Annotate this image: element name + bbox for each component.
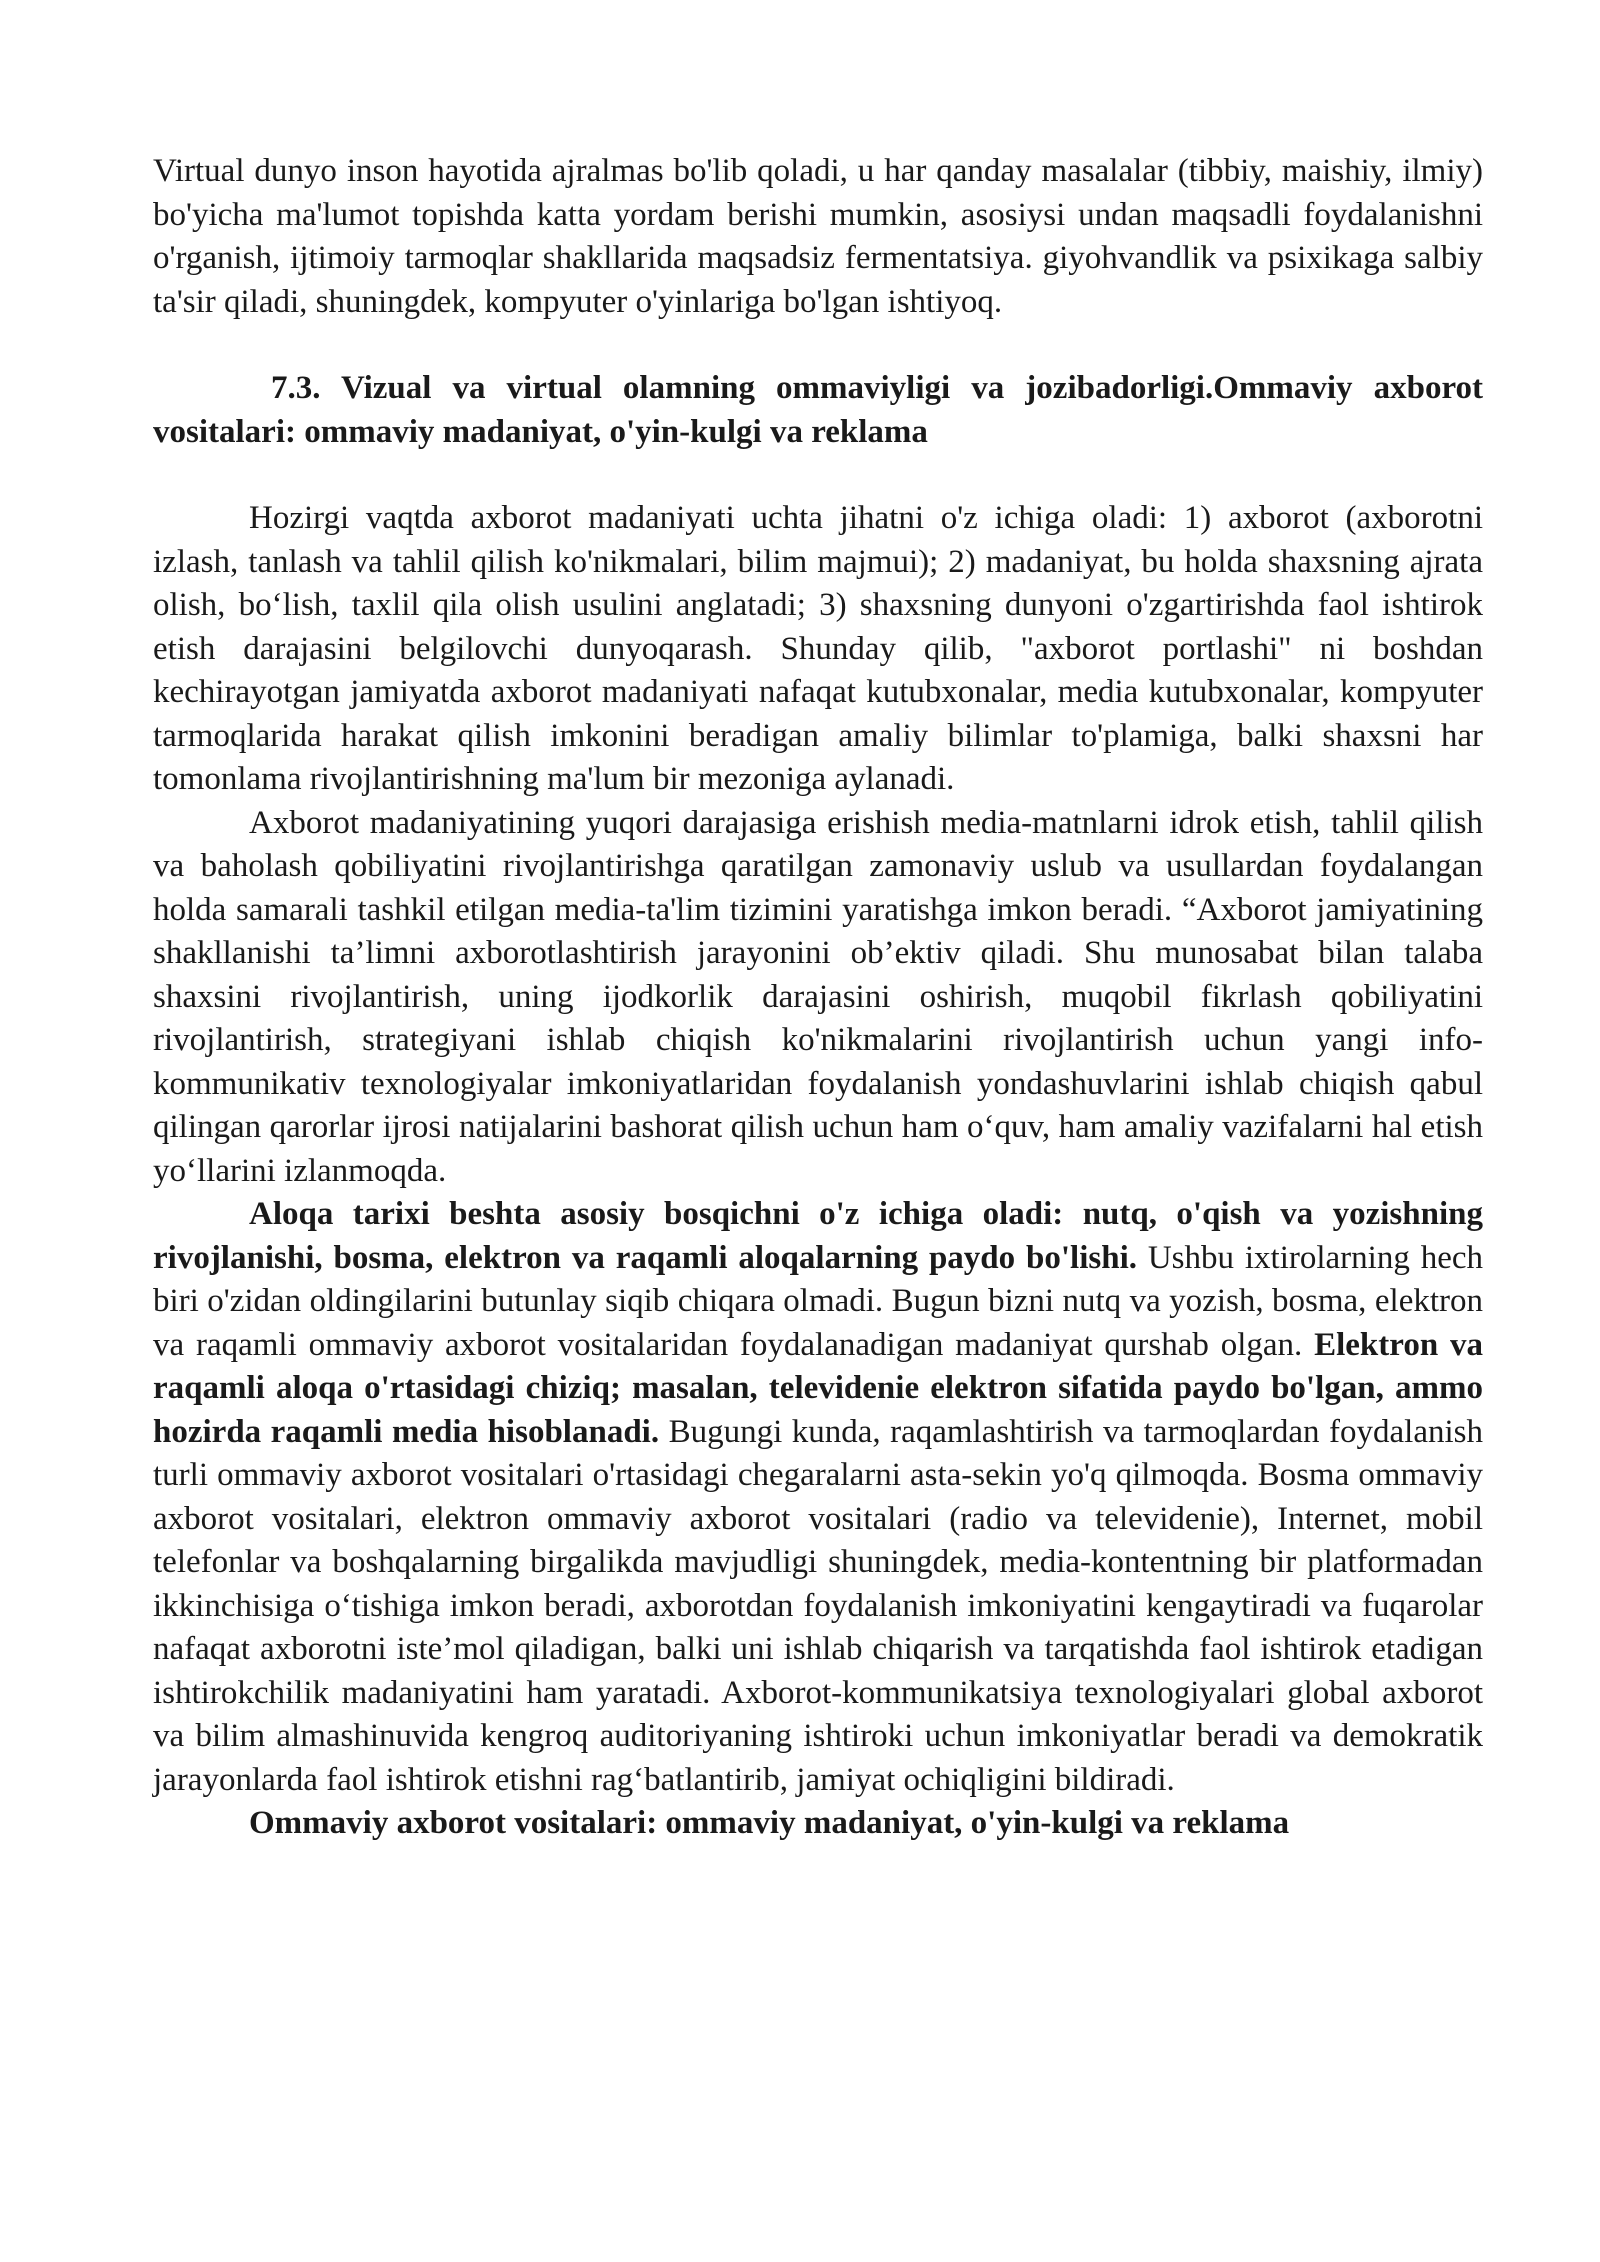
bold-electronic-digital-line: Elektron va raqamli aloqa o'rtasidagi chiziq; masalan, televidenie elektron sifatida paydo bo'lgan, ammo hozirda raqamli media hisoblanadi.	[153, 1326, 1483, 1450]
document-page	[153, 150, 1483, 1846]
paragraph-media-education: Axborot madaniyatining yuqori darajasiga erishish media-matnlarni idrok etish, tahlil qilish va baholash qobiliyatini rivojlantirishga qaratilgan zamonaviy uslub va usullardan foydalangan holda samarali tashkil etilgan media-ta'lim tizimini yaratishga imkon beradi. “Axborot jamiyatining shakllanishi ta’limni axborotlashtirish jarayonini ob’ektiv qiladi. Shu munosabat bilan talaba shaxsini rivojlantirish, uning ijodkorlik darajasini oshirish, muqobil fikrlash qobiliyatini rivojlantirish, strategiyani ishlab chiqish ko'nikmalarini rivojlantirish uchun yangi info-kommunikativ texnologiyalar imkoniyatlaridan foydalanish yondashuvlarini ishlab chiqish qabul qilingan qarorlar ijrosi natijalarini bashorat qilish uchun ham o‘quv, ham amaliy vazifalarni hal etish yo‘llarini izlanmoqda.	[153, 804, 1483, 1189]
paragraph-information-culture: Hozirgi vaqtda axborot madaniyati uchta jihatni o'z ichiga oladi: 1) axborot (axborotni izlash, tanlash va tahlil qilish ko'nikmalari, bilim majmui); 2) madaniyat, bu holda shaxsning ajrata olish, bo‘lish, taxlil qila olish usulini anglatadi; 3) shaxsning dunyoni o'zgartirishda faol ishtirok etish darajasini belgilovchi dunyoqarash. Shunday qilib, "axborot portlashi" ni boshdan kechirayotgan jamiyatda axborot madaniyati nafaqat kutubxonalar, media kutubxonalar, kompyuter tarmoqlarida harakat qilish imkonini beradigan amaliy bilimlar to'plamiga, balki shaxsni har tomonlama rivojlantirishning ma'lum bir mezoniga aylanadi.	[153, 500, 1483, 797]
bold-communication-stages: Aloqa tarixi beshta asosiy bosqichni o'z ichiga oladi: nutq, o'qish va yozishning rivojlanishi, bosma, elektron va raqamli aloqalarning paydo bo'lishi.	[153, 1196, 1483, 1276]
text-digitalization: Bugungi kunda, raqamlashtirish va tarmoqlardan foydalanish turli ommaviy axborot vositalari o'rtasidagi chegaralarni asta-sekin yo'q qilmoqda. Bosma ommaviy axborot vositalari, elektron ommaviy axborot vositalari (radio va televidenie), Internet, mobil telefonlar va boshqalarning birgalikda mavjudligi shuningdek, media-kontentning bir platformadan ikkinchisiga o‘tishiga imkon beradi, axborotdan foydalanish imkoniyatini kengaytiradi va fuqarolar nafaqat axborotni iste’mol qiladigan, balki uni ishlab chiqarish va tarqatishda faol ishtirok etadigan ishtirokchilik madaniyatini ham yaratadi. Axborot-kommunikatsiya texnologiyalari global axborot va bilim almashinuvida kengroq auditoriyaning ishtiroki uchun imkoniyatlar beradi va demokratik jarayonlarda faol ishtirok etishni rag‘batlantirib, jamiyat ochiqligini bildiradi.	[153, 1413, 1483, 1798]
section-heading: 7.3. Vizual va virtual olamning ommaviyligi va jozibadorligi.Ommaviy axborot vositalari: ommaviy madaniyat, o'yin-kulgi va reklama	[153, 370, 1483, 450]
closing-heading: Ommaviy axborot vositalari: ommaviy madaniyat, o'yin-kulgi va reklama	[249, 1805, 1290, 1841]
paragraph-virtual-world: Virtual dunyo inson hayotida ajralmas bo'lib qoladi, u har qanday masalalar (tibbiy, maishiy, ilmiy) bo'yicha ma'lumot topishda katta yordam berishi mumkin, asosiysi undan maqsadli foydalanishni o'rganish, ijtimoiy tarmoqlar shakllarida maqsadsiz fermentatsiya. giyohvandlik va psixikaga salbiy ta'sir qiladi, shuningdek, kompyuter o'yinlariga bo'lgan ishtiyoq.	[153, 153, 1483, 320]
text-inventions: Ushbu ixtirolarning hech biri o'zidan oldingilarini butunlay siqib chiqara olmadi. Bugun bizni nutq va yozish, bosma, elektron va raqamli ommaviy axborot vositalaridan foydalanadigan madaniyat qurshab olgan.	[153, 1239, 1483, 1363]
paragraph-communication-history	[153, 1193, 1483, 1802]
